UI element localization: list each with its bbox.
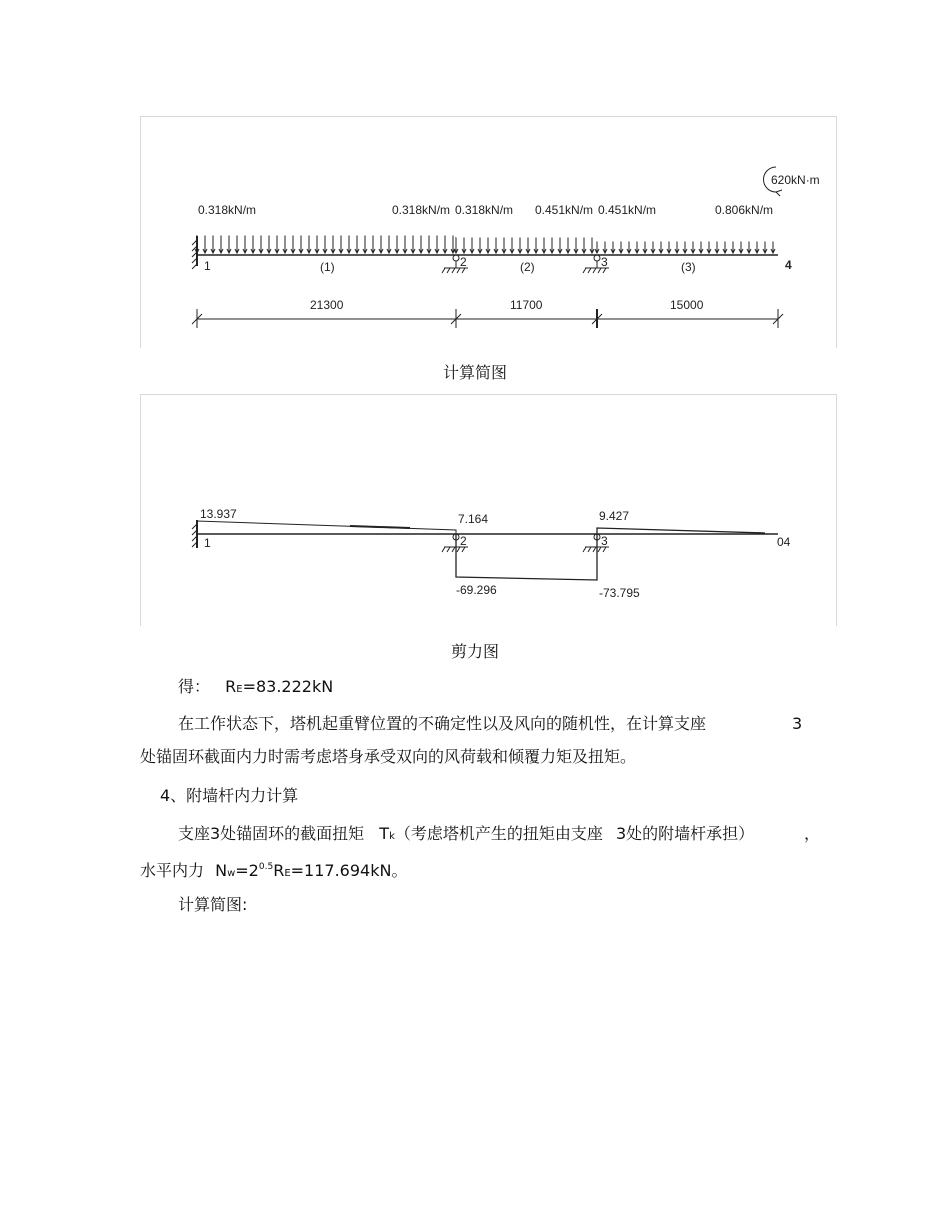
shear-segment-2 xyxy=(456,534,597,580)
span-label: (2) xyxy=(520,260,535,274)
symbol-t: T xyxy=(379,824,390,843)
section-heading: 4、附墙杆内力计算 xyxy=(160,786,299,805)
node-label: 3 xyxy=(601,534,608,548)
load-label: 0.318kN/m xyxy=(392,203,451,217)
node-label: 2 xyxy=(460,255,467,269)
subscript: w xyxy=(227,868,236,879)
figure-caption: 计算简图 xyxy=(442,363,507,382)
paragraph-line: 计算简图: xyxy=(178,895,248,914)
subscript: E xyxy=(236,684,243,695)
paragraph-text: ， xyxy=(804,824,821,843)
shear-value: 13.937 xyxy=(200,507,237,521)
symbol-r: R xyxy=(225,677,237,696)
fixed-support-icon xyxy=(192,520,197,548)
shear-value: 9.427 xyxy=(599,509,630,523)
node-label: 2 xyxy=(460,534,467,548)
shear-value: -69.296 xyxy=(456,583,497,597)
node-label: 04 xyxy=(777,535,791,549)
reaction-value: =83.222kN xyxy=(242,677,334,696)
load-label: 0.451kN/m xyxy=(535,203,594,217)
dimension-label: 15000 xyxy=(670,298,704,312)
shear-plot xyxy=(140,394,837,626)
distributed-load-arrows xyxy=(195,226,778,253)
shear-value: 7.164 xyxy=(458,512,489,526)
load-label: 0.806kN/m xyxy=(715,203,774,217)
load-label: 0.318kN/m xyxy=(198,203,257,217)
paragraph-line xyxy=(178,709,706,739)
node-label: 4 xyxy=(785,258,792,272)
paragraph-line: 处锚固环截面内力时需考虑塔身承受双向的风荷载和倾覆力矩及扭矩。 xyxy=(140,747,637,766)
symbol-r: R xyxy=(273,861,285,880)
symbol-n: N xyxy=(215,861,228,880)
node-label: 1 xyxy=(204,259,211,273)
paragraph-text: 水平内力 xyxy=(140,861,205,880)
subscript: k xyxy=(389,831,395,842)
figure-caption: 剪力图 xyxy=(450,642,499,661)
subscript: E xyxy=(284,868,291,879)
span-label: (1) xyxy=(320,260,335,274)
paragraph-text: （考虑塔机产生的扭矩由支座 xyxy=(394,824,603,843)
beam-diagram xyxy=(140,116,837,348)
load-label: 0.318kN/m xyxy=(455,203,514,217)
paragraph-text: 支座3处锚固环的截面扭矩 xyxy=(178,824,365,843)
reaction-line xyxy=(178,672,333,705)
shear-diagram xyxy=(140,394,837,626)
shear-value: -73.795 xyxy=(599,586,640,600)
load-label: 0.451kN/m xyxy=(598,203,657,217)
equation-value: =117.694kN。 xyxy=(290,861,408,880)
node-label: 3 xyxy=(601,255,608,269)
moment-label: 620kN·m xyxy=(771,173,820,187)
fixed-support-icon xyxy=(192,236,197,269)
shear-segment-1 xyxy=(197,521,456,534)
paragraph-line xyxy=(140,852,407,889)
span-label: (3) xyxy=(681,260,696,274)
calculation-diagram xyxy=(140,116,837,348)
label-text: 得： xyxy=(178,677,211,696)
paragraph-line xyxy=(178,819,754,852)
dimension-label: 11700 xyxy=(510,298,543,312)
paragraph-text: 在工作状态下，塔机起重臂位置的不确定性以及风向的随机性，在计算支座 xyxy=(178,714,707,733)
paragraph-text: 3处的附墙杆承担） xyxy=(615,824,755,843)
paragraph-number: 3 xyxy=(792,714,803,733)
shear-segment-1 xyxy=(350,526,410,528)
superscript: 0.5 xyxy=(258,862,274,872)
node-label: 1 xyxy=(204,536,211,550)
equation-text: =2 xyxy=(235,861,259,880)
dimension-label: 21300 xyxy=(310,298,344,312)
shear-segment-3 xyxy=(597,528,765,534)
